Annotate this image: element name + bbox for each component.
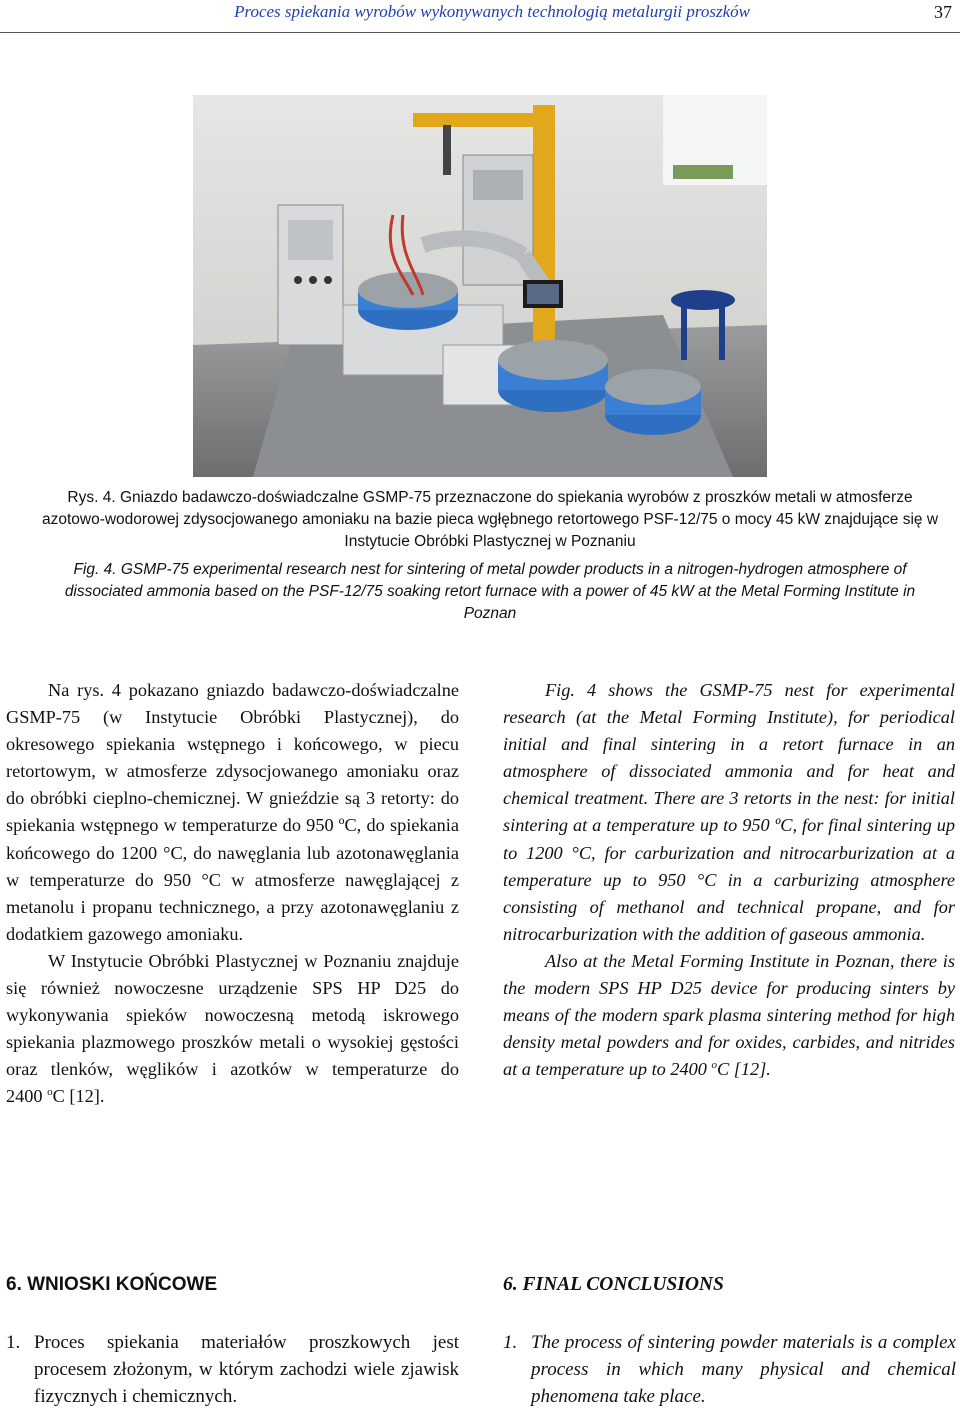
paragraph-pl-2	[6, 948, 459, 1111]
degree-superscript: o	[711, 1059, 718, 1072]
left-column-text	[6, 677, 459, 1111]
paragraph-en-1: Fig. 4 shows the GSMP-75 nest for experimental research (at the Metal Forming Institute), for periodical initial and final sintering in a retort furnace in an atmosphere of dissociated ammonia and for heat and chemical treatment. There are 3 retorts in the nest: for initial sintering at a temperature up to 950 ºC, for final sintering up to 1200 °C, for carburization and nitrocarburization at a temperature up to 950 °C in a carburizing atmosphere consisting of methanol and technical propane, and for nitrocarburization with the addition of gaseous ammonia.	[503, 680, 955, 944]
paragraph-en-2	[503, 948, 955, 1083]
page-number: 37	[934, 2, 952, 22]
figure-photo-gsmp75-nest	[193, 95, 767, 477]
right-column-text	[503, 677, 955, 1083]
header-title: Proces spiekania wyrobów wykonywanych technologią metalurgii proszków	[234, 2, 750, 21]
conclusion-text: The process of sintering powder materials is a complex process in which many physical and chemical phenomena take place.	[531, 1332, 956, 1407]
conclusion-text: Proces spiekania materiałów proszkowych jest procesem złożonym, w którym zachodzi wiele zjawisk fizycznych i chemicznych.	[34, 1332, 459, 1407]
running-header	[0, 0, 960, 33]
paragraph-pl-2-main: W Instytucie Obróbki Plastycznej w Poznaniu znajduje się również nowoczesne urządzenie SPS HP D25 do wykonywania spieków nowoczesną metodą iskrowego spiekania plazmowego proszków metali o wysokiej gęstości oraz tlenków, węglików i azotków w temperaturze do 2400	[6, 950, 459, 1107]
paragraph-en-2-main: Also at the Metal Forming Institute in Poznan, there is the modern SPS HP D25 device for producing sinters by means of the modern spark plasma sintering method for high density metal powders and for oxides, carbides, and nitrides at a temperature up to 2400	[503, 950, 955, 1080]
paragraph-en-2-tail: C [12].	[717, 1059, 771, 1080]
degree-superscript: o	[47, 1086, 53, 1099]
paragraph-pl-1: Na rys. 4 pokazano gniazdo badawczo-doświadczalne GSMP-75 (w Instytucie Obróbki Plastycznej), do okresowego spiekania wstępnego i końcowego, w piecu retortowym, w atmosferze zdysocjowanego amoniaku oraz do obróbki cieplno-chemicznej. W gnieździe są 3 retorty: do spiekania wstępnego w temperaturze do 950 ºC, do spiekania końcowego do 1200 °C, do nawęglania lub azotonawęglania w temperaturze do 950 °C w atmosferze nawęglającej z metanolu i propanu technicznego, a przy azotonawęglaniu z dodatkiem gazowego amoniaku.	[6, 680, 459, 944]
conclusion-number: 1.	[6, 1332, 21, 1353]
figure-caption-en: Fig. 4. GSMP-75 experimental research nest for sintering of metal powder products in a nitrogen-hydrogen atmosphere of dissociated ammonia based on the PSF-12/75 soaking retort furnace with a power of 45 kW at the Metal Forming Institute in Poznan	[64, 561, 916, 622]
section-heading-en: 6. FINAL CONCLUSIONS	[503, 1274, 724, 1295]
section-heading-pl: 6. WNIOSKI KOŃCOWE	[6, 1274, 218, 1295]
paragraph-pl-2-tail: C [12].	[52, 1086, 105, 1107]
conclusion-number: 1.	[503, 1332, 518, 1353]
lab-equipment-photo	[193, 95, 767, 477]
figure-caption-pl: Rys. 4. Gniazdo badawczo-doświadczalne GSMP-75 przeznaczone do spiekania wyrobów z proszków metali w atmosferze azotowo-wodorowej zdysocjowanego amoniaku na bazie pieca wgłębnego retortowego PSF-12/75 o mocy 45 kW znajdujące się w Instytucie Obróbki Plastycznej w Poznaniu	[41, 489, 939, 550]
